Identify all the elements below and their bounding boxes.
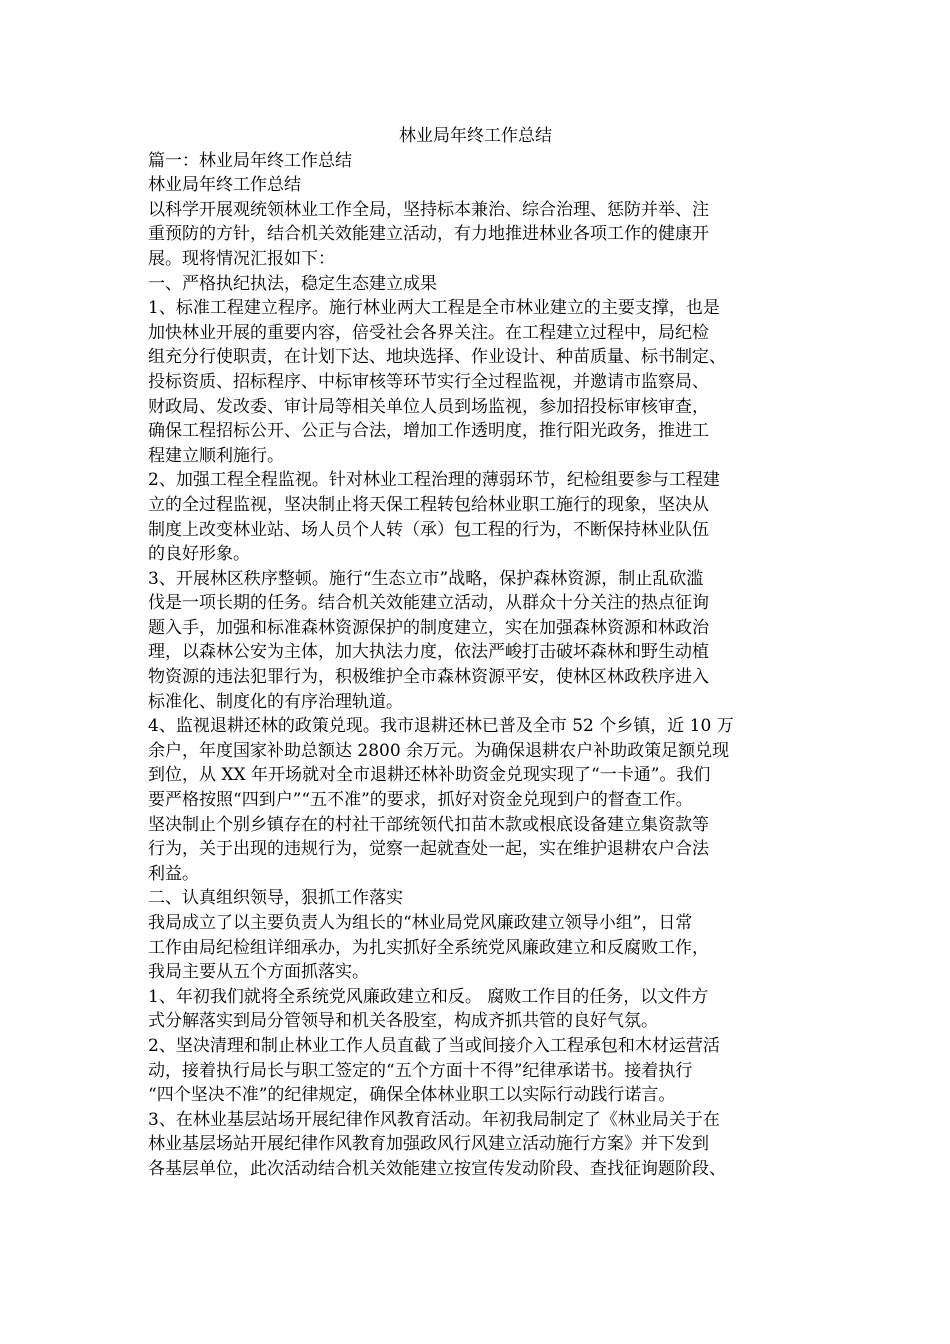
text-line: 我局主要从五个方面抓落实。 — [148, 962, 369, 983]
text-line: 1、年初我们就将全系统党风廉政建立和反。 腐败工作目的任务，以文件方 — [148, 986, 709, 1007]
text-line: 加快林业开展的重要内容，倍受社会各界关注。在工程建立过程中，局纪检 — [148, 322, 709, 343]
text-line: 组充分行使职责，在计划下达、地块选择、作业设计、种苗质量、标书制定、 — [148, 347, 726, 368]
text-line: 2、坚决清理和制止林业工作人员直截了当或间接介入工程承包和木材运营活 — [148, 1035, 720, 1056]
text-line: 确保工程招标公开、公正与合法，增加工作透明度，推行阳光政务，推进工 — [148, 421, 709, 442]
text-line: 工作由局纪检组详细承办，为扎实抓好全系统党风廉政建立和反腐败工作， — [148, 937, 709, 958]
text-line: 2、加强工程全程监视。针对林业工程治理的薄弱环节，纪检组要参与工程建 — [148, 470, 720, 491]
text-line: 坚决制止个别乡镇存在的村社干部统领代扣苗木款或根底设备建立集资款等 — [148, 814, 709, 835]
text-line: 3、开展林区秩序整顿。施行“生态立市”战略，保护森林资源，制止乱砍滥 — [148, 568, 704, 589]
text-line: 的良好形象。 — [148, 544, 250, 565]
text-line: 1、标准工程建立程序。施行林业两大工程是全市林业建立的主要支撑，也是 — [148, 298, 720, 319]
text-line: 到位，从 XX 年开场就对全市退耕还林补助资金兑现实现了“一卡通”。我们 — [148, 765, 711, 786]
text-line: 重预防的方针，结合机关效能建立活动，有力地推进林业各项工作的健康开 — [148, 224, 709, 245]
text-line: 财政局、发改委、审计局等相关单位人员到场监视，参加招投标审核审查， — [148, 396, 709, 417]
text-line: 伐是一项长期的任务。结合机关效能建立活动，从群众十分关注的热点征询 — [148, 593, 709, 614]
text-line: 投标资质、招标程序、中标审核等环节实行全过程监视，并邀请市监察局、 — [148, 371, 709, 392]
text-line: “四个坚决不准”的纪律规定，确保全体林业职工以实际行动践行诺言。 — [148, 1085, 676, 1106]
text-line: 利益。 — [148, 863, 199, 884]
text-line: 林业局年终工作总结 — [148, 175, 301, 196]
document-page — [148, 124, 803, 1182]
text-line: 林业基层场站开展纪律作风教育加强政风行风建立活动施行方案》并下发到 — [148, 1134, 709, 1155]
text-line: 题入手，加强和标准森林资源保护的制度建立，实在加强森林资源和林政治 — [148, 617, 709, 638]
text-line: 3、在林业基层站场开展纪律作风教育活动。年初我局制定了《林业局关于在 — [148, 1109, 720, 1130]
text-line: 余户，年度国家补助总额达 2800 余万元。为确保退耕农户补助政策足额兑现 — [148, 740, 730, 761]
text-line: 动，接着执行局长与职工签定的“五个方面十不得”纪律承诺书。接着执行 — [148, 1060, 693, 1081]
text-line: 要严格按照“四到户”“五不准”的要求，抓好对资金兑现到户的督查工作。 — [148, 790, 693, 811]
text-line: 4、监视退耕还林的政策兑现。我市退耕还林已普及全市 52 个乡镇，近 10 万 — [148, 716, 734, 737]
text-line: 程建立顺利施行。 — [148, 445, 284, 466]
text-line: 物资源的违法犯罪行为，积极维护全市森林资源平安，使林区林政秩序进入 — [148, 667, 709, 688]
text-line: 式分解落实到局分管领导和机关各股室，构成齐抓共管的良好气氛。 — [148, 1011, 658, 1032]
text-line: 篇一：林业局年终工作总结 — [148, 150, 352, 171]
text-line: 行为，关于出现的违规行为，觉察一起就查处一起，实在维护退耕农户合法 — [148, 839, 709, 860]
text-line: 立的全过程监视，坚决制止将天保工程转包给林业职工施行的现象，坚决从 — [148, 494, 709, 515]
text-line: 各基层单位，此次活动结合机关效能建立按宣传发动阶段、查找征询题阶段、 — [148, 1158, 726, 1179]
text-line: 理，以森林公安为主体，加大执法力度，依法严峻打击破坏森林和野生动植 — [148, 642, 709, 663]
text-line: 二、认真组织领导，狠抓工作落实 — [148, 888, 403, 909]
document-title: 林业局年终工作总结 — [399, 126, 552, 146]
text-line: 以科学开展观统领林业工作全局，坚持标本兼治、综合治理、惩防并举、注 — [148, 199, 709, 220]
text-line: 我局成立了以主要负责人为组长的“林业局党风廉政建立领导小组”，日常 — [148, 913, 693, 933]
document-body — [148, 149, 803, 1182]
text-line: 制度上改变林业站、场人员个人转（承）包工程的行为，不断保持林业队伍 — [148, 519, 709, 540]
text-line: 展。现将情况汇报如下： — [148, 248, 335, 269]
text-line: 一、严格执纪执法，稳定生态建立成果 — [148, 273, 437, 294]
text-line: 标准化、制度化的有序治理轨道。 — [148, 691, 403, 712]
